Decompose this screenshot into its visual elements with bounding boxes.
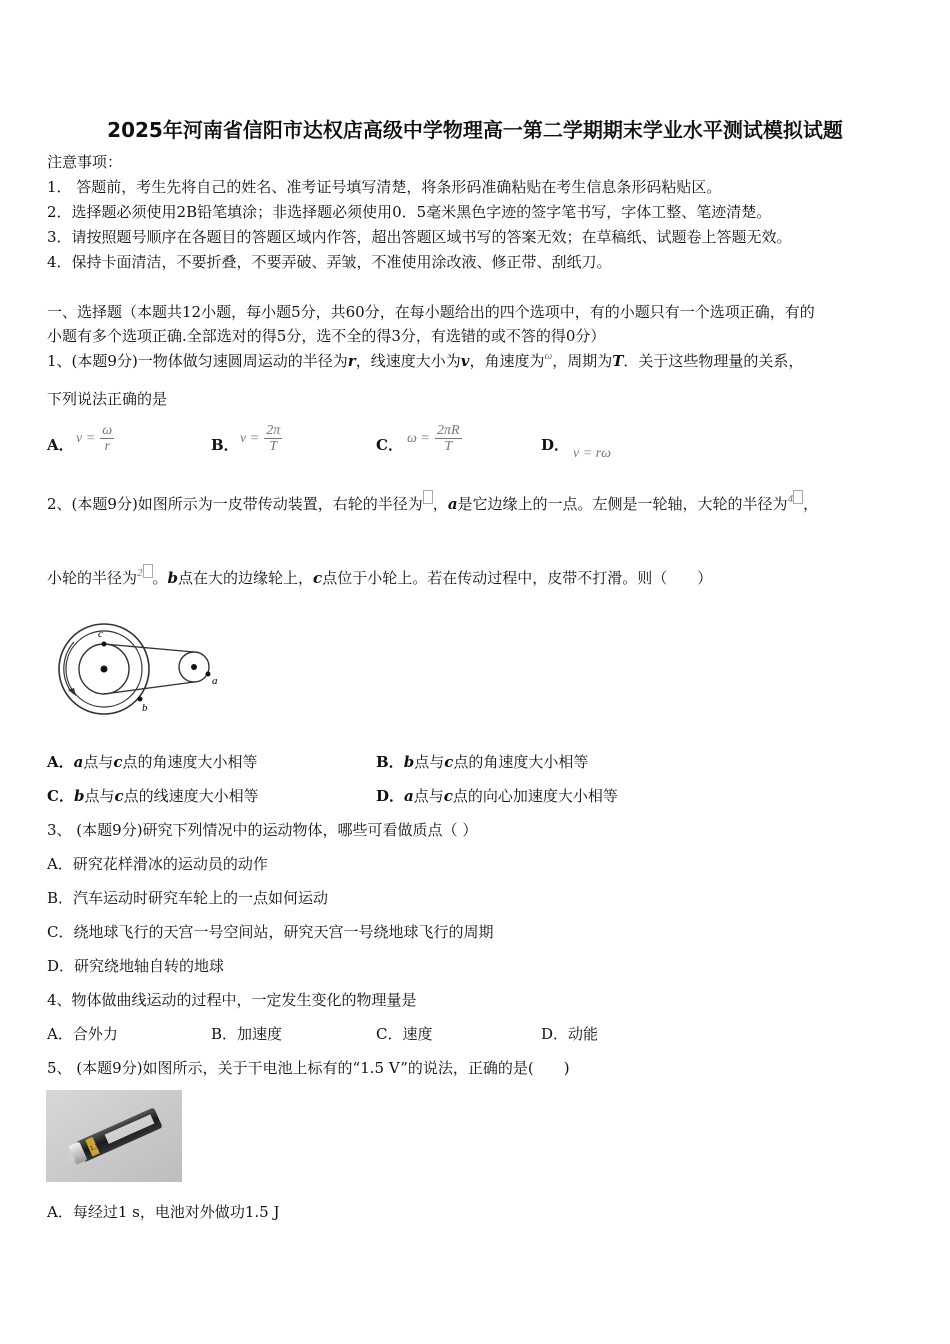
q2-c-p2: c — [114, 787, 124, 805]
label-c: c — [98, 628, 103, 640]
q2-missing-symbol-box-2 — [793, 490, 803, 504]
q2-d-label: D． — [376, 787, 405, 805]
notice-item-1: 1． 答题前，考生先将自己的姓名、准考证号填写清楚，将条形码准确粘贴在考生信息条形码粘贴区。 — [47, 178, 722, 196]
q1-b-den: T — [269, 439, 278, 454]
q1-text3: ，周期为 — [552, 352, 613, 370]
q4-option-d[interactable]: D．动能 — [541, 1025, 599, 1043]
q1-text2: ，角速度为 — [469, 352, 545, 370]
q2-option-c[interactable] — [47, 786, 259, 806]
q1-c-fraction — [435, 423, 462, 454]
q3-stem: 3、 (本题9分)研究下列情况中的运动物体，哪些可看做质点（ ） — [47, 821, 478, 839]
q1-var-T: T — [612, 352, 624, 370]
q2-text3: 点在大的边缘轮上， — [178, 569, 314, 587]
q2-option-b[interactable] — [376, 752, 588, 772]
q1-stem-line2: 下列说法正确的是 — [47, 390, 168, 408]
q2-b-p2: c — [444, 753, 454, 771]
q2-stem: 2、(本题9分)如图所示为一皮带传动装置，右轮的半径为 ，a是它边缘上的一点。左侧是一轮轴，大轮的半径为4 ， — [47, 494, 818, 514]
point-b — [138, 697, 143, 702]
q2-var-2: 2 — [137, 567, 143, 579]
q2-missing-symbol-box — [423, 490, 433, 504]
q2-c-label: C． — [47, 787, 74, 805]
q2-missing-symbol-box-3 — [143, 564, 153, 578]
section-instructions-line1: 一、选择题（本题共12小题，每小题5分，共60分，在每小题给出的四个选项中，有的小题只有一个选项正确，有的 — [47, 303, 815, 321]
notice-item-2: 2．选择题必须使用2B铅笔填涂；非选择题必须使用0．5毫米黑色字迹的签字笔书写，字体工整、笔迹清楚。 — [47, 203, 772, 221]
q1-a-num: ω — [102, 423, 113, 438]
notice-item-4: 4．保持卡面清洁，不要折叠，不要弄破、弄皱，不准使用涂改液、修正带、刮纸刀。 — [47, 253, 612, 271]
q2-option-d[interactable] — [376, 786, 618, 806]
q1-option-d-formula: v = rω — [573, 446, 611, 461]
q2-a-label: A． — [47, 753, 74, 771]
q3-option-b[interactable]: B．汽车运动时研究车轮上的一点如何运动 — [47, 889, 329, 907]
q1-option-d-label[interactable]: D． — [541, 436, 570, 454]
section-instructions-line2: 小题有多个选项正确.全部选对的得5分，选不全的得3分，有选错的或不答的得0分） — [47, 327, 606, 345]
q2-var-b: b — [167, 569, 179, 587]
q1-stem — [47, 351, 803, 371]
q3-option-a[interactable]: A．研究花样滑冰的运动员的动作 — [47, 855, 268, 873]
q2-var-c: c — [313, 569, 323, 587]
belt-pulley-diagram — [52, 620, 232, 720]
q2-text4: 点位于小轮上。若在传动过程中，皮带不打滑。则（ ） — [322, 569, 713, 587]
q2-b-p1: b — [403, 753, 415, 771]
q2-var-a: a — [447, 495, 458, 513]
q2-a-p1: a — [73, 753, 84, 771]
q2-text2: 。 — [152, 569, 168, 587]
q1-option-b-formula — [240, 423, 282, 454]
q2-line2-start: 小轮的半径为 — [47, 569, 138, 587]
q1-prefix: 1、(本题9分)一物体做匀速圆周运动的半径为 — [47, 352, 348, 370]
label-b: b — [142, 702, 148, 714]
q1-var-v: v — [460, 352, 470, 370]
q2-a-p2: c — [113, 753, 123, 771]
q1-a-fraction — [100, 423, 114, 454]
q3-option-d[interactable]: D．研究绕地轴自转的地球 — [47, 957, 225, 975]
q1-var-omega: ω — [544, 350, 553, 362]
q1-option-c-formula — [407, 423, 462, 454]
q4-option-a[interactable]: A．合外力 — [47, 1025, 118, 1043]
belt-bottom — [104, 682, 194, 694]
q2-d-p1: a — [404, 787, 414, 805]
q1-c-lhs: ω = — [407, 430, 430, 446]
label-a: a — [212, 675, 218, 687]
q1-option-a-formula — [76, 423, 114, 454]
q1-c-num: 2πR — [436, 423, 460, 438]
q1-option-a-label[interactable]: A． — [47, 436, 74, 454]
q1-option-b-label[interactable]: B． — [211, 436, 239, 454]
q2-d-t1: 点与 — [413, 787, 444, 805]
notice-heading: 注意事项： — [47, 153, 123, 171]
q2-c-p1: b — [73, 787, 85, 805]
page-title: 2025年河南省信阳市达权店高级中学物理高一第二学期期末学业水平测试模拟试题 — [107, 118, 843, 142]
q4-stem: 4、物体做曲线运动的过程中，一定发生变化的物理量是 — [47, 991, 417, 1009]
right-axle — [191, 664, 197, 670]
axle-center — [101, 666, 108, 673]
q2-b-t2: 点的角速度大小相等 — [453, 753, 589, 771]
q1-b-num: 2π — [266, 423, 281, 438]
q1-b-lhs: v = — [240, 430, 260, 446]
q2-stem-line2 — [47, 568, 712, 588]
q4-option-b[interactable]: B．加速度 — [211, 1025, 283, 1043]
q1-option-c-label[interactable]: C． — [376, 436, 403, 454]
q2-b-t1: 点与 — [414, 753, 445, 771]
q3-option-c[interactable]: C．绕地球飞行的天宫一号空间站，研究天宫一号绕地球飞行的周期 — [47, 923, 494, 941]
q2-b-label: B． — [376, 753, 404, 771]
q1-c-den: T — [444, 439, 453, 454]
q1-text4: ．关于这些物理量的关系， — [623, 352, 804, 370]
q1-text1: ，线速度大小为 — [355, 352, 461, 370]
notice-item-3: 3．请按照题号顺序在各题目的答题区域内作答，超出答题区域书写的答案无效；在草稿纸、试题卷上答题无效。 — [47, 228, 792, 246]
q2-a-t2: 点的角速度大小相等 — [122, 753, 258, 771]
q2-c-t2: 点的线速度大小相等 — [123, 787, 259, 805]
q2-a-t1: 点与 — [83, 753, 114, 771]
q2-var-4: 4 — [787, 493, 794, 505]
q4-option-c[interactable]: C．速度 — [376, 1025, 433, 1043]
q2-option-a[interactable] — [47, 752, 258, 772]
point-a — [206, 672, 211, 677]
q2-prefix: 2、(本题9分)如图所示为一皮带传动装置，右轮的半径为 — [47, 495, 423, 513]
battery-voltage-label: 1.5V — [88, 1140, 105, 1153]
q2-text1: 是它边缘上的一点。左侧是一轮轴，大轮的半径为 — [457, 495, 788, 513]
battery-photo — [46, 1090, 182, 1182]
q1-a-den: r — [104, 439, 110, 454]
q2-d-t2: 点的向心加速度大小相等 — [452, 787, 618, 805]
q1-var-r: r — [347, 352, 356, 370]
q5-stem: 5、 (本题9分)如图所示，关于干电池上标有的“1.5 V”的说法，正确的是( ) — [47, 1059, 570, 1077]
q2-d-p2: c — [443, 787, 453, 805]
q1-a-lhs: v = — [76, 430, 96, 446]
q5-option-a[interactable]: A．每经过1 s，电池对外做功1.5 J — [47, 1203, 280, 1221]
q1-b-fraction — [264, 423, 282, 454]
q2-c-t1: 点与 — [84, 787, 115, 805]
point-c — [102, 642, 107, 647]
